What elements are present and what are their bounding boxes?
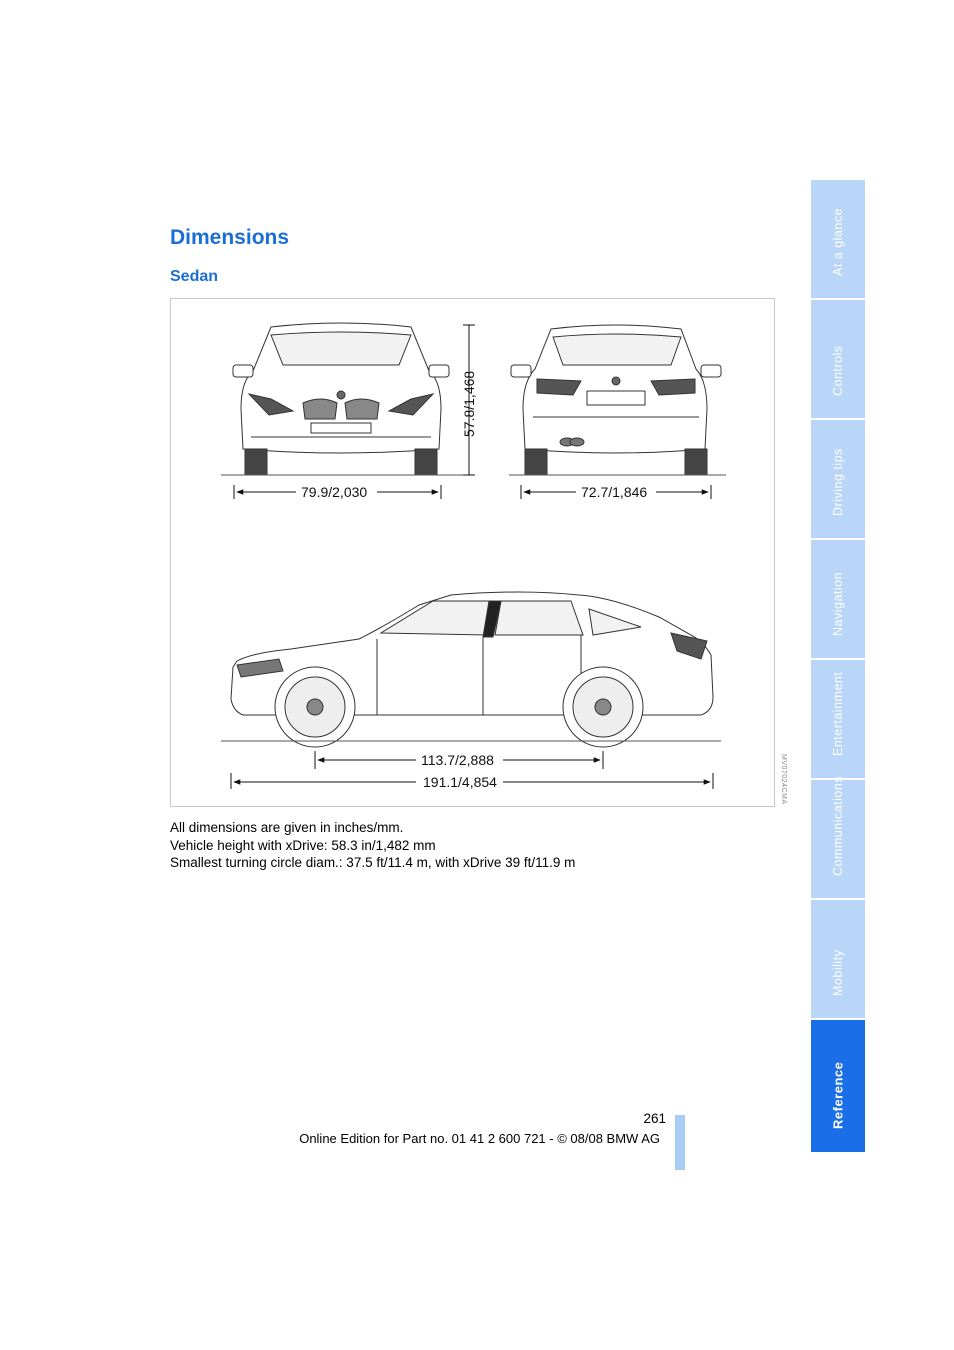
section-title: Sedan [170,268,219,285]
height-label: 57.8/1,468 [461,370,477,437]
tab-mobility[interactable]: Mobility [811,900,865,1018]
dimension-notes [170,819,575,872]
wheelbase-label: 113.7/2,888 [421,752,494,768]
footer-text: Online Edition for Part no. 01 41 2 600 721 - © 08/08 BMW AG [299,1131,660,1146]
tab-at-a-glance[interactable]: At a glance [811,180,865,298]
rear-track-label: 72.7/1,846 [581,484,648,500]
front-width-label: 79.9/2,030 [301,484,368,500]
tab-navigation[interactable]: Navigation [811,540,865,658]
tab-controls[interactable]: Controls [811,300,865,418]
length-label: 191.1/4,854 [423,774,497,790]
tab-driving-tips[interactable]: Driving tips [811,420,865,538]
page-marker-bar [675,1115,685,1170]
tab-entertainment[interactable]: Entertainment [811,660,865,778]
figure-code: MV07024CMA [780,754,787,805]
note-line: All dimensions are given in inches/mm. [170,820,404,835]
rear-view-drawing [511,325,721,475]
tab-reference[interactable]: Reference [811,1020,865,1152]
chapter-tabs [811,180,865,1154]
page-number: 261 [643,1111,666,1126]
dimensions-figure [170,298,775,807]
front-view-drawing [233,323,449,475]
page-title: Dimensions [170,226,290,249]
car-diagram [171,299,776,808]
tab-communications[interactable]: Communications [811,780,865,898]
side-view-drawing [231,592,713,747]
note-line: Vehicle height with xDrive: 58.3 in/1,482 mm [170,837,436,853]
note-line: Smallest turning circle diam.: 37.5 ft/11.4 m, with xDrive 39 ft/11.9 m [170,855,576,870]
